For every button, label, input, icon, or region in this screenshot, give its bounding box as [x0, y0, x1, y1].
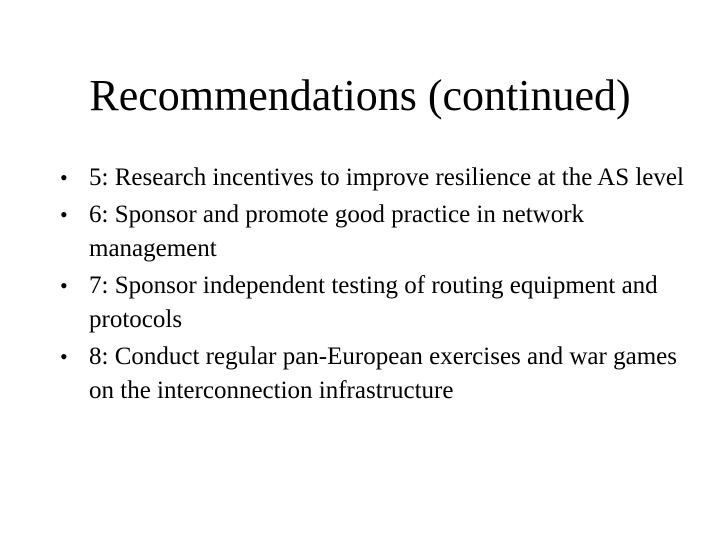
slide-title: Recommendations (continued) [89, 71, 631, 120]
bullet-icon: • [60, 273, 68, 298]
bullet-icon: • [60, 344, 68, 369]
bullet-icon: • [60, 202, 68, 227]
bullet-item-7 [60, 269, 684, 337]
bullet-text: 7: Sponsor independent testing of routing equipment and protocols [89, 272, 658, 333]
bullet-text: 6: Sponsor and promote good practice in network management [89, 201, 585, 262]
bullet-icon: • [60, 165, 68, 190]
bullet-item-5 [60, 161, 684, 195]
bullet-text: 8: Conduct regular pan-European exercises and war games on the interconnection infrastructure [89, 343, 677, 404]
bullet-text: 5: Research incentives to improve resilience at the AS level [89, 164, 684, 191]
bullet-list [60, 161, 684, 411]
bullet-item-6 [60, 198, 684, 266]
bullet-item-8 [60, 340, 684, 408]
